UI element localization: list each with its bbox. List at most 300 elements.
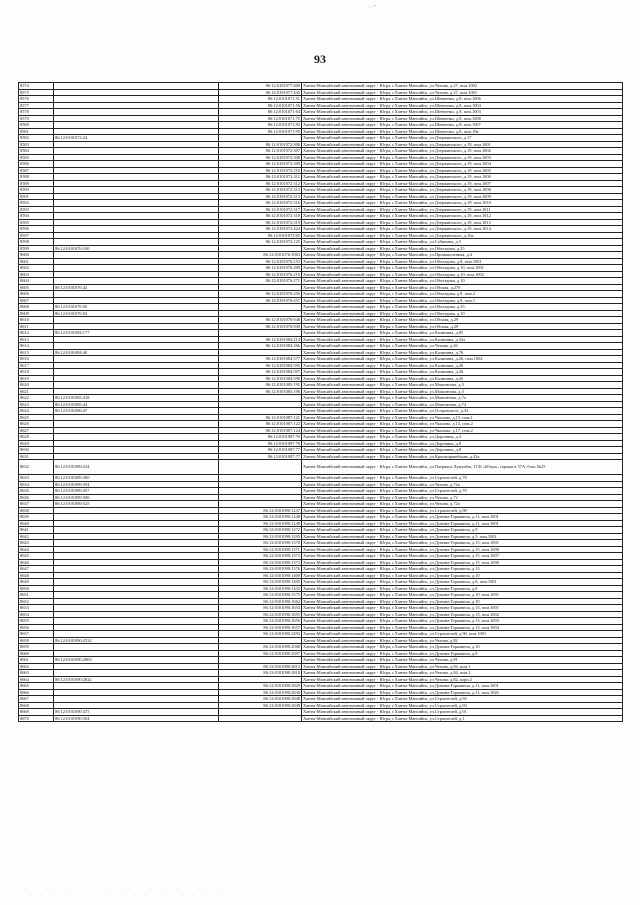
address-cell: Ханты-Мансийский автономный округ - Югра, г.Ханты-Мансийск, ул.Дзержинского, д.19, пом.1004 <box>302 161 623 168</box>
object-cadastral-number-cell: 86:12:0101076:209 <box>219 265 302 272</box>
address-cell: Ханты-Мансийский автономный округ - Югра, г.Ханты-Мансийск, ул.Дзержинского, д.19, пом.1008 <box>302 187 623 194</box>
object-cadastral-number-cell: 86:12:0101090:1295 <box>219 533 302 540</box>
row-number-cell: 8667 <box>19 696 54 703</box>
object-cadastral-number-cell: 86:12:0101072:306 <box>219 141 302 148</box>
address-cell: Ханты-Мансийский автономный округ - Югра, г.Ханты-Мансийск, ул.Дунина-Горкавича, д.15, пом.1001 <box>302 540 623 547</box>
object-cadastral-number-cell: 86:12:0101090:1370 <box>219 540 302 547</box>
address-cell: Ханты-Мансийский автономный округ - Югра, г.Ханты-Мансийск, ул.Патрикса Лумумбы, ГСК «Югра», гаражи в 57А, бокс №25 <box>302 460 623 475</box>
row-number-cell: 8583 <box>19 141 54 148</box>
row-number-cell: 8658 <box>19 637 54 644</box>
land-cadastral-number-cell: 86:12:0101086:47 <box>54 408 219 415</box>
address-cell: Ханты-Мансийский автономный округ - Югра, г.Ханты-Мансийск, ул.Дзержинского, д.19, пом.1010 <box>302 200 623 207</box>
object-cadastral-number-cell: 86:12:0101090:1248 <box>219 514 302 521</box>
object-cadastral-number-cell: 86:12:0101072:310 <box>219 167 302 174</box>
object-cadastral-number-cell: 86:12:0101090:1371 <box>219 546 302 553</box>
row-number-cell: 8646 <box>19 559 54 566</box>
address-cell: Ханты-Мансийский автономный округ - Югра, г.Ханты-Мансийск, ул.Строителей, д.90, пом.1001 <box>302 631 623 638</box>
row-number-cell: 8634 <box>19 481 54 488</box>
address-cell: Ханты-Мансийский автономный округ - Югра, г.Ханты-Мансийск, ул.Дзержинского, д.19, пом.1005 <box>302 167 623 174</box>
address-cell: Ханты-Мансийский автономный округ - Югра, г.Ханты-Мансийск, ул.Дзержинского, д.19, пом.1006 <box>302 174 623 181</box>
row-number-cell: 8632 <box>19 460 54 475</box>
address-cell: Ханты-Мансийский автономный округ - Югра, г.Ханты-Мансийск, ул.Строителей, д.70 <box>302 475 623 482</box>
address-cell: Ханты-Мансийский автономный округ - Югра, г.Ханты-Мансийск, ул.Шевченко, д.8, пом.19в <box>302 128 623 135</box>
table-row <box>19 715 623 722</box>
address-cell: Ханты-Мансийский автономный округ - Югра, г.Ханты-Мансийск, ул.Мамонтова, д.3 <box>302 388 623 395</box>
object-cadastral-number-cell: 86:12:0101087:121 <box>219 414 302 421</box>
object-cadastral-number-cell: 86:12:0101071:83 <box>219 122 302 129</box>
row-number-cell: 8645 <box>19 553 54 560</box>
row-number-cell: 8669 <box>19 709 54 716</box>
object-cadastral-number-cell: 86:12:0101090:2829 <box>219 683 302 690</box>
row-number-cell: 8614 <box>19 343 54 350</box>
address-cell: Ханты-Мансийский автономный округ - Югра, г.Ханты-Мансийск, ул.Чехова, д.26 <box>302 343 623 350</box>
row-number-cell: 8592 <box>19 200 54 207</box>
object-cadastral-number-cell: 86:12:0101090:2568 <box>219 644 302 651</box>
row-number-cell: 8644 <box>19 546 54 553</box>
row-number-cell: 8589 <box>19 180 54 187</box>
object-cadastral-number-cell: 86:12:0101084:214 <box>219 336 302 343</box>
address-cell: Ханты-Мансийский автономный округ - Югра, г.Ханты-Мансийск, ул.Дунина-Горкавича, д.11, пом.1026 <box>302 689 623 696</box>
object-cadastral-number-cell: 86:12:0101090:2597 <box>219 650 302 657</box>
address-cell: Ханты-Мансийский автономный округ - Югра, г.Ханты-Мансийск, ул.Дунина-Горкавича, д.10, пом.1001 <box>302 592 623 599</box>
object-cadastral-number-cell: 86:12:0101076:457 <box>219 297 302 304</box>
address-cell: Ханты-Мансийский автономный округ - Югра, г.Ханты-Мансийск, ул.Шевченко, д.8, пом.1004 <box>302 102 623 109</box>
object-cadastral-number-cell: 86:12:0101072:309 <box>219 161 302 168</box>
land-cadastral-number-cell: 86:12:0101076:100 <box>54 245 219 252</box>
row-number-cell: 8607 <box>19 297 54 304</box>
object-cadastral-number-cell: 86:12:0101087:124 <box>219 427 302 434</box>
address-cell: Ханты-Мансийский автономный округ - Югра, г.Ханты-Мансийск, ул.Дзержинского, д.16а <box>302 232 623 239</box>
address-cell: Ханты-Мансийский автономный округ - Югра, г.Ханты-Мансийск, ул.Строителей, д.91 <box>302 709 623 716</box>
row-number-cell: 8626 <box>19 421 54 428</box>
row-number-cell: 8665 <box>19 683 54 690</box>
object-cadastral-number-cell: 86:12:0101090:1655 <box>219 611 302 618</box>
address-cell: Ханты-Мансийский автономный округ - Югра, г.Ханты-Мансийск, ул.Чехова, д.27, пом.1001 <box>302 89 623 96</box>
object-cadastral-number-cell: 86:12:0101090:1432 <box>219 585 302 592</box>
row-number-cell: 8651 <box>19 592 54 599</box>
row-number-cell: 8576 <box>19 96 54 103</box>
object-cadastral-number-cell: 86:12:0101090:2830 <box>219 689 302 696</box>
row-number-cell: 8623 <box>19 401 54 408</box>
scan-artifact: · · · · · · · · · · · · · · · · · · · · · · · · <box>30 893 254 899</box>
object-cadastral-number-cell: 86:12:0101085:196 <box>219 388 302 395</box>
row-number-cell: 8670 <box>19 715 54 722</box>
row-number-cell: 8590 <box>19 187 54 194</box>
row-number-cell: 8633 <box>19 475 54 482</box>
address-cell: Ханты-Мансийский автономный округ - Югра, г.Ханты-Мансийск, ул.Дунина-Горкавича, д.13, пом.1002 <box>302 611 623 618</box>
row-number-cell: 8601 <box>19 258 54 265</box>
row-number-cell: 8602 <box>19 265 54 272</box>
row-number-cell: 8603 <box>19 271 54 278</box>
land-cadastral-number-cell: 86:12:0101084:40 <box>54 349 219 356</box>
row-number-cell: 8624 <box>19 408 54 415</box>
row-number-cell: 8613 <box>19 336 54 343</box>
address-cell: Ханты-Мансийский автономный округ - Югра, г.Ханты-Мансийск, ул.Чехова, д.81 <box>302 657 623 664</box>
object-cadastral-number-cell: 86:12:0101090:2848 <box>219 696 302 703</box>
address-cell: Ханты-Мансийский автономный округ - Югра, г.Ханты-Мансийск, ул.Дунина-Горкавича, д.13, пом.1004 <box>302 624 623 631</box>
page-number: 93 <box>314 52 326 66</box>
address-cell: Ханты-Мансийский автономный округ - Югра, г.Ханты-Мансийск, ул.Объездная, д.8, пом.2 <box>302 291 623 298</box>
object-cadastral-number-cell: 86:12:0101090:1656 <box>219 618 302 625</box>
address-cell: Ханты-Мансийский автономный округ - Югра, г.Ханты-Мансийск, ул.Промышленная, д.4 <box>302 252 623 259</box>
address-cell: Ханты-Мансийский автономный округ - Югра, г.Ханты-Мансийск, ул.Дунина-Горкавича, д.8 <box>302 650 623 657</box>
address-cell: Ханты-Мансийский автономный округ - Югра, г.Ханты-Мансийск, ул.Калинина, д.85 <box>302 330 623 337</box>
object-cadastral-number-cell: 86:12:0101072:313 <box>219 187 302 194</box>
address-cell: Ханты-Мансийский автономный округ - Югра, г.Ханты-Мансийск, ул.Чехова, д.27, пом.1002 <box>302 83 623 90</box>
row-number-cell: 8664 <box>19 676 54 683</box>
row-number-cell: 8610 <box>19 317 54 324</box>
object-cadastral-number-cell: 86:12:0101076:153 <box>219 258 302 265</box>
land-cadastral-number-cell: 86:12:0101090:2532 <box>54 637 219 644</box>
address-cell: Ханты-Мансийский автономный округ - Югра, г.Ханты-Мансийск, ул.Объездная, д.10, пом.1001 <box>302 265 623 272</box>
row-number-cell: 8586 <box>19 161 54 168</box>
row-number-cell: 8654 <box>19 611 54 618</box>
address-cell: Ханты-Мансийский автономный округ - Югра, г.Ханты-Мансийск, ул.Объездная, д.10, пом.1002 <box>302 271 623 278</box>
address-cell: Ханты-Мансийский автономный округ - Югра, г.Ханты-Мансийск, ул.Обская, д.27б <box>302 284 623 291</box>
row-number-cell: 8642 <box>19 533 54 540</box>
address-cell: Ханты-Мансийский автономный округ - Югра, г.Ханты-Мансийск, ул.Мамонтова, д.74 <box>302 401 623 408</box>
object-cadastral-number-cell: 86:12:0101072:424 <box>219 226 302 233</box>
address-cell: Ханты-Мансийский автономный округ - Югра, г.Ханты-Мансийск, ул.Дзержинского, д.19, пом.1009 <box>302 193 623 200</box>
address-cell: Ханты-Мансийский автономный округ - Югра, г.Ханты-Мансийск, ул.Строителей, д.1 <box>302 715 623 722</box>
address-cell: Ханты-Мансийский автономный округ - Югра, г.Ханты-Мансийск, ул.Шевченко, д.8, пом.1008 <box>302 115 623 122</box>
address-cell: Ханты-Мансийский автономный округ - Югра, г.Ханты-Мансийск, ул.Калинина, д.32а <box>302 336 623 343</box>
row-number-cell: 8643 <box>19 540 54 547</box>
address-cell: Ханты-Мансийский автономный округ - Югра, г.Ханты-Мансийск, ул.Дунина-Горкавича, д.13, пом.1003 <box>302 618 623 625</box>
land-cadastral-number-cell: 86:12:0101090:2803 <box>54 657 219 664</box>
address-cell: Ханты-Мансийский автономный округ - Югра, г.Ханты-Мансийск, ул.Дзержинского, д.19, пом.1011 <box>302 206 623 213</box>
land-cadastral-number-cell: 86:12:0101089:500 <box>54 494 219 501</box>
address-cell: Ханты-Мансийский автономный округ - Югра, г.Ханты-Мансийск, ул.Строителей, д.93 <box>302 702 623 709</box>
row-number-cell: 8594 <box>19 213 54 220</box>
address-cell: Ханты-Мансийский автономный округ - Югра, г.Ханты-Мансийск, ул.Дунина-Горкавича, д.10 <box>302 572 623 579</box>
row-number-cell: 8635 <box>19 488 54 495</box>
land-cadastral-number-cell: 86:12:0101090:504 <box>54 715 219 722</box>
row-number-cell: 8606 <box>19 291 54 298</box>
object-cadastral-number-cell: 86:12:0101072:315 <box>219 193 302 200</box>
address-cell: Ханты-Мансийский автономный округ - Югра, г.Ханты-Мансийск, ул.Шевченко, д.8, пом.1007 <box>302 122 623 129</box>
row-number-cell: 8620 <box>19 382 54 389</box>
address-cell: Ханты-Мансийский автономный округ - Югра, г.Ханты-Мансийск, ул.Чехова, д.84, пом.2 <box>302 670 623 677</box>
address-cell: Ханты-Мансийский автономный округ - Югра, г.Ханты-Мансийск, ул.Обская, д.29 <box>302 323 623 330</box>
row-number-cell: 8577 <box>19 102 54 109</box>
object-cadastral-number-cell: 86:12:0101084:595 <box>219 362 302 369</box>
row-number-cell: 8609 <box>19 310 54 317</box>
address-cell: Ханты-Мансийский автономный округ - Югра, г.Ханты-Мансийск, ул.Калинина, д.26 <box>302 375 623 382</box>
object-cadastral-number-cell: 86:12:0101090:2849 <box>219 702 302 709</box>
row-number-cell: 8595 <box>19 219 54 226</box>
object-cadastral-number-cell: 86:12:0101072:316 <box>219 200 302 207</box>
object-cadastral-number-cell: 86:12:0101090:1249 <box>219 520 302 527</box>
row-number-cell: 8666 <box>19 689 54 696</box>
address-cell: Ханты-Мансийский автономный округ - Югра, г.Ханты-Мансийск, ул.Объездная, д.10 <box>302 278 623 285</box>
row-number-cell: 8611 <box>19 323 54 330</box>
address-cell: Ханты-Мансийский автономный округ - Югра, г.Ханты-Мансийск, ул.Объездная, д.25 <box>302 304 623 311</box>
address-cell: Ханты-Мансийский автономный округ - Югра, г.Ханты-Мансийск, ул.Дзержинского, д.19, пом.1014 <box>302 226 623 233</box>
address-cell: Ханты-Мансийский автономный округ - Югра, г.Ханты-Мансийск, ул.Чкалова, д.15, пом.2 <box>302 421 623 428</box>
row-number-cell: 8627 <box>19 427 54 434</box>
address-cell: Ханты-Мансийский автономный округ - Югра, г.Ханты-Мансийск, ул.Доронина, д.3 <box>302 434 623 441</box>
object-cadastral-number-cell: 86:12:0101090:1373 <box>219 559 302 566</box>
object-cadastral-number-cell: 86:12:0101090:1662 <box>219 598 302 605</box>
land-cadastral-number-cell: 86:12:0101076:42 <box>54 284 219 291</box>
object-cadastral-number-cell: 86:12:0101087:122 <box>219 421 302 428</box>
object-cadastral-number-cell: 86:12:0101072:317 <box>219 206 302 213</box>
object-cadastral-number-cell: 86:12:0101087:77 <box>219 447 302 454</box>
object-cadastral-number-cell: 86:12:0101090:1400 <box>219 572 302 579</box>
land-cadastral-number-cell: 86:12:0101089:394 <box>54 481 219 488</box>
row-number-cell: 8648 <box>19 572 54 579</box>
object-cadastral-number-cell: 86:12:0101077:445 <box>219 89 302 96</box>
row-number-cell: 8657 <box>19 631 54 638</box>
address-cell: Ханты-Мансийский автономный округ - Югра, г.Ханты-Мансийск, ул.Дунина-Горкавича, д.15, пом.1006 <box>302 559 623 566</box>
row-number-cell: 8584 <box>19 148 54 155</box>
row-number-cell: 8625 <box>19 414 54 421</box>
row-number-cell: 8631 <box>19 453 54 460</box>
object-cadastral-number-cell: 86:12:0101087:76 <box>219 440 302 447</box>
row-number-cell: 8617 <box>19 362 54 369</box>
land-cadastral-number-cell: 86:12:0101084:177 <box>54 330 219 337</box>
object-cadastral-number-cell: 86:12:0101072:311 <box>219 174 302 181</box>
address-cell: Ханты-Мансийский автономный округ - Югра, г.Ханты-Мансийск, ул.Собянина, д.3 <box>302 239 623 246</box>
row-number-cell: 8638 <box>19 507 54 514</box>
land-cadastral-number-cell: 86:12:0101089:300 <box>54 475 219 482</box>
row-number-cell: 8597 <box>19 232 54 239</box>
object-cadastral-number-cell: 86:12:0101076:271 <box>219 278 302 285</box>
row-number-cell: 8580 <box>19 122 54 129</box>
row-number-cell: 8593 <box>19 206 54 213</box>
row-number-cell: 8653 <box>19 605 54 612</box>
object-cadastral-number-cell <box>219 715 302 722</box>
address-cell: Ханты-Мансийский автономный округ - Югра, г.Ханты-Мансийск, ул.Дунина-Горкавича, д.11, пом.1001 <box>302 520 623 527</box>
row-number-cell: 8655 <box>19 618 54 625</box>
address-cell: Ханты-Мансийский автономный округ - Югра, г.Ханты-Мансийск, ул.Мамонтова, д.7а <box>302 395 623 402</box>
object-cadastral-number-cell: 86:12:0101090:1657 <box>219 624 302 631</box>
object-cadastral-number-cell: 86:12:0101076:210 <box>219 271 302 278</box>
row-number-cell: 8656 <box>19 624 54 631</box>
address-cell: Ханты-Мансийский автономный округ - Югра, г.Ханты-Мансийск, ул.Дзержинского, д.19, пом.1001 <box>302 141 623 148</box>
address-cell: Ханты-Мансийский автономный округ - Югра, г.Ханты-Мансийск, ул.Дзержинского, д.19, пом.1003 <box>302 154 623 161</box>
row-number-cell: 8575 <box>19 89 54 96</box>
object-cadastral-number-cell: 86:12:0101072:308 <box>219 154 302 161</box>
address-cell: Ханты-Мансийский автономный округ - Югра, г.Ханты-Мансийск, ул.Мамонтова, д.3 <box>302 382 623 389</box>
address-cell: Ханты-Мансийский автономный округ - Югра, г.Ханты-Мансийск, ул.Дзержинского, д.19, пом.1007 <box>302 180 623 187</box>
address-cell: Ханты-Мансийский автономный округ - Югра, г.Ханты-Мансийск, ул.Чкалова, д.17, пом.2 <box>302 427 623 434</box>
address-cell: Ханты-Мансийский автономный округ - Югра, г.Ханты-Мансийск, ул.Шевченко, д.8, пом.1006 <box>302 96 623 103</box>
address-cell: Ханты-Мансийский автономный округ - Югра, г.Ханты-Мансийск, ул.Объездная, д.25 <box>302 245 623 252</box>
object-cadastral-number-cell: 86:12:0101072:125 <box>219 239 302 246</box>
row-number-cell: 8637 <box>19 501 54 508</box>
row-number-cell: 8659 <box>19 644 54 651</box>
address-cell: Ханты-Мансийский автономный округ - Югра, г.Ханты-Мансийск, ул.Дунина-Горкавича, д.10 <box>302 598 623 605</box>
address-cell: Ханты-Мансийский автономный округ - Югра, г.Ханты-Мансийск, ул.Красноармейская, д.42а <box>302 453 623 460</box>
object-cadastral-number-cell: 86:12:0101076:1063 <box>219 252 302 259</box>
address-cell: Ханты-Мансийский автономный округ - Югра, г.Ханты-Мансийск, ул.Дзержинского, д.19, пом.1002 <box>302 148 623 155</box>
address-cell: Ханты-Мансийский автономный округ - Югра, г.Ханты-Мансийск, ул.Чехова, д.82 <box>302 637 623 644</box>
row-number-cell: 8579 <box>19 115 54 122</box>
row-number-cell: 8616 <box>19 356 54 363</box>
row-number-cell: 8618 <box>19 369 54 376</box>
address-cell: Ханты-Мансийский автономный округ - Югра, г.Ханты-Мансийск, ул.Островского, д.32 <box>302 408 623 415</box>
address-cell: Ханты-Мансийский автономный округ - Югра, г.Ханты-Мансийск, ул.Дунина-Горкавича, д.8, пом.1001 <box>302 579 623 586</box>
row-number-cell: 8622 <box>19 395 54 402</box>
object-cadastral-number-cell: 86:12:0101087:70 <box>219 434 302 441</box>
address-cell: Ханты-Мансийский автономный округ - Югра, г.Ханты-Мансийск, ул.Дзержинского, д.19, пом.1013 <box>302 219 623 226</box>
row-number-cell: 8621 <box>19 388 54 395</box>
object-cadastral-number-cell: 86:12:0101071:51 <box>219 96 302 103</box>
land-cadastral-number-cell: 86:12:0101085:44 <box>54 401 219 408</box>
row-number-cell: 8588 <box>19 174 54 181</box>
row-number-cell: 8585 <box>19 154 54 161</box>
row-number-cell: 8630 <box>19 447 54 454</box>
object-cadastral-number-cell: 86:12:0101090:2813 <box>219 663 302 670</box>
object-cadastral-number-cell: 86:12:0101076:948 <box>219 317 302 324</box>
object-cadastral-number-cell: 86:12:0101090:1272 <box>219 527 302 534</box>
object-cadastral-number-cell: 86:12:0101084:577 <box>219 356 302 363</box>
object-cadastral-number-cell: 86:12:0101072:318 <box>219 213 302 220</box>
address-cell: Ханты-Мансийский автономный округ - Югра, г.Ханты-Мансийск, ул.Чехова, д.72а <box>302 481 623 488</box>
row-number-cell: 8668 <box>19 702 54 709</box>
address-cell: Ханты-Мансийский автономный округ - Югра, г.Ханты-Мансийск, ул.Дунина-Горкавича, д.9 <box>302 527 623 534</box>
land-cadastral-number-cell: 86:12:0101090:2822 <box>54 676 219 683</box>
row-number-cell: 8598 <box>19 239 54 246</box>
object-cadastral-number-cell: 86:12:0101084:597 <box>219 369 302 376</box>
address-cell: Ханты-Мансийский автономный округ - Югра, г.Ханты-Мансийск, ул.Доронина, д.8 <box>302 440 623 447</box>
object-cadastral-number-cell: 86:12:0101072:65 <box>219 232 302 239</box>
address-cell: Ханты-Мансийский автономный округ - Югра, г.Ханты-Мансийск, ул.Чехова, д.82, корп.2 <box>302 676 623 683</box>
object-cadastral-number-cell: 86:12:0101090:1405 <box>219 579 302 586</box>
address-cell: Ханты-Мансийский автономный округ - Югра, г.Ханты-Мансийск, ул.Обская, д.29 <box>302 317 623 324</box>
row-number-cell: 8605 <box>19 284 54 291</box>
land-cadastral-number-cell: 86:12:0101089:525 <box>54 501 219 508</box>
object-cadastral-number-cell: 86:12:0101076:456 <box>219 291 302 298</box>
address-cell: Ханты-Мансийский автономный округ - Югра, г.Ханты-Мансийск, ул.Строителей, д.70 <box>302 488 623 495</box>
row-number-cell: 8596 <box>19 226 54 233</box>
object-cadastral-number-cell: 86:12:0101071:95 <box>219 128 302 135</box>
land-cadastral-number-cell: 86:12:0101085:418 <box>54 395 219 402</box>
row-number-cell: 8662 <box>19 663 54 670</box>
address-cell: Ханты-Мансийский автономный округ - Югра, г.Ханты-Мансийск, ул.Дунина-Горкавича, д.15, пом.1008 <box>302 546 623 553</box>
row-number-cell: 8604 <box>19 278 54 285</box>
row-number-cell: 8652 <box>19 598 54 605</box>
row-number-cell: 8615 <box>19 349 54 356</box>
land-cadastral-number-cell: 86:12:0101089:234 <box>54 460 219 475</box>
row-number-cell: 8649 <box>19 579 54 586</box>
row-number-cell: 8663 <box>19 670 54 677</box>
registry-table <box>18 82 623 722</box>
object-cadastral-number-cell: 86:12:0101071:64 <box>219 109 302 116</box>
registry-table-body <box>19 83 623 722</box>
row-number-cell: 8661 <box>19 657 54 664</box>
object-cadastral-number-cell: 86:12:0101085:195 <box>219 382 302 389</box>
land-cadastral-number-cell: 86:12:0101076:92 <box>54 310 219 317</box>
address-cell: Ханты-Мансийский автономный округ - Югра, г.Ханты-Мансийск, ул.Объездная, д.10 <box>302 310 623 317</box>
address-cell: Ханты-Мансийский автономный округ - Югра, г.Ханты-Мансийск, ул.Чехова, д.72а <box>302 501 623 508</box>
address-cell: Ханты-Мансийский автономный округ - Югра, г.Ханты-Мансийск, ул.Калинина, д.26 <box>302 362 623 369</box>
address-cell: Ханты-Мансийский автономный округ - Югра, г.Ханты-Мансийск, ул.Чехова, д.72 <box>302 494 623 501</box>
object-cadastral-number-cell: 86:12:0101090:2293 <box>219 631 302 638</box>
object-cadastral-number-cell: 86:12:0101076:949 <box>219 323 302 330</box>
address-cell: Ханты-Мансийский автономный округ - Югра, г.Ханты-Мансийск, ул.Шевченко, д.8, пом.1003 <box>302 109 623 116</box>
address-cell: Ханты-Мансийский автономный округ - Югра, г.Ханты-Мансийск, ул.Дунина-Горкавича, д.15, пом.1007 <box>302 553 623 560</box>
row-number-cell: 8628 <box>19 434 54 441</box>
land-cadastral-number-cell: 86:12:0101076:50 <box>54 304 219 311</box>
row-number-cell: 8600 <box>19 252 54 259</box>
row-number-cell: 8639 <box>19 514 54 521</box>
table-row <box>19 460 623 475</box>
row-number-cell: 8641 <box>19 527 54 534</box>
row-number-cell: 8647 <box>19 566 54 573</box>
address-cell: Ханты-Мансийский автономный округ - Югра, г.Ханты-Мансийск, ул.Доронина, д.8 <box>302 447 623 454</box>
address-cell: Ханты-Мансийский автономный округ - Югра, г.Ханты-Мансийск, ул.Дунина-Горкавича, д.6 <box>302 585 623 592</box>
object-cadastral-number-cell: 86:12:0101072:319 <box>219 219 302 226</box>
row-number-cell: 8591 <box>19 193 54 200</box>
address-cell: Ханты-Мансийский автономный округ - Югра, г.Ханты-Мансийск, ул.Дунина-Горкавича, д.11, пом.1001 <box>302 683 623 690</box>
address-cell: Ханты-Мансийский автономный округ - Югра, г.Ханты-Мансийск, ул.Калинина, д.26 <box>302 369 623 376</box>
object-cadastral-number-cell: 86:12:0101084:266 <box>219 343 302 350</box>
object-cadastral-number-cell: 86:12:0101090:1372 <box>219 553 302 560</box>
object-cadastral-number-cell: 86:12:0101077:400 <box>219 83 302 90</box>
address-cell: Ханты-Мансийский автономный округ - Югра, г.Ханты-Мансийск, ул.Калинина, д.76 <box>302 349 623 356</box>
object-cadastral-number-cell: 86:12:0101090:1376 <box>219 566 302 573</box>
land-cadastral-number-cell: 86:12:0101089:457 <box>54 488 219 495</box>
scan-mark: ˑ ˑ˜ <box>368 4 376 12</box>
row-number-cell: 8582 <box>19 135 54 142</box>
row-number-cell: 8574 <box>19 83 54 90</box>
object-cadastral-number-cell: 86:12:0101090:1654 <box>219 605 302 612</box>
row-number-cell: 8587 <box>19 167 54 174</box>
row-number-cell: 8660 <box>19 650 54 657</box>
object-cadastral-number-cell <box>219 460 302 475</box>
land-cadastral-number-cell: 86:12:0101090:475 <box>54 709 219 716</box>
object-cadastral-number-cell: 86:12:0101090:1237 <box>219 507 302 514</box>
row-number-cell: 8629 <box>19 440 54 447</box>
object-cadastral-number-cell: 86:12:0101072:312 <box>219 180 302 187</box>
address-cell: Ханты-Мансийский автономный округ - Югра, г.Ханты-Мансийск, ул.Калинина, д.26, пом.1002 <box>302 356 623 363</box>
row-number-cell: 8636 <box>19 494 54 501</box>
row-number-cell: 8608 <box>19 304 54 311</box>
address-cell: Ханты-Мансийский автономный округ - Югра, г.Ханты-Мансийск, ул.Дунина-Горкавича, д.13, пом.1001 <box>302 605 623 612</box>
object-cadastral-number-cell: 86:12:0101072:307 <box>219 148 302 155</box>
object-cadastral-number-cell: 86:12:0101090:2818 <box>219 670 302 677</box>
object-cadastral-number-cell: 86:12:0101087:77 <box>219 453 302 460</box>
object-cadastral-number-cell: 86:12:0101071:75 <box>219 115 302 122</box>
object-cadastral-number-cell: 86:12:0101090:1575 <box>219 592 302 599</box>
address-cell: Ханты-Мансийский автономный округ - Югра, г.Ханты-Мансийск, ул.Чкалова, д.15, пом.1 <box>302 414 623 421</box>
address-cell: Ханты-Мансийский автономный округ - Югра, г.Ханты-Мансийск, ул.Дзержинского, д.17 <box>302 135 623 142</box>
address-cell: Ханты-Мансийский автономный округ - Югра, г.Ханты-Мансийск, ул.Дзержинского, д.19, пом.1012 <box>302 213 623 220</box>
address-cell: Ханты-Мансийский автономный округ - Югра, г.Ханты-Мансийск, ул.Строителей, д.90 <box>302 507 623 514</box>
row-number-cell: 8640 <box>19 520 54 527</box>
land-cadastral-number-cell: 86:12:0101072:24 <box>54 135 219 142</box>
row-number-cell: 8612 <box>19 330 54 337</box>
address-cell: Ханты-Мансийский автономный округ - Югра, г.Ханты-Мансийск, ул.Дунина-Горкавича, д.10 <box>302 644 623 651</box>
row-number-cell: 8619 <box>19 375 54 382</box>
address-cell: Ханты-Мансийский автономный округ - Югра, г.Ханты-Мансийск, ул.Дунина-Горкавича, д.5, пом.1001 <box>302 533 623 540</box>
address-cell: Ханты-Мансийский автономный округ - Югра, г.Ханты-Мансийск, ул.Объездная, д.8, пом.1001 <box>302 258 623 265</box>
row-number-cell: 8650 <box>19 585 54 592</box>
object-cadastral-number-cell: 86:12:0101084:596 <box>219 375 302 382</box>
address-cell: Ханты-Мансийский автономный округ - Югра, г.Ханты-Мансийск, ул.Дунина-Горкавича, д.11, пом.1001 <box>302 514 623 521</box>
row-number-cell: 8581 <box>19 128 54 135</box>
address-cell: Ханты-Мансийский автономный округ - Югра, г.Ханты-Мансийск, ул.Дунина-Горкавича, д.13 <box>302 566 623 573</box>
object-cadastral-number-cell: 86:12:0101071:56 <box>219 102 302 109</box>
row-number-cell: 8599 <box>19 245 54 252</box>
address-cell: Ханты-Мансийский автономный округ - Югра, г.Ханты-Мансийск, ул.Чехова, д.84, пом.1 <box>302 663 623 670</box>
row-number-cell: 8578 <box>19 109 54 116</box>
address-cell: Ханты-Мансийский автономный округ - Югра, г.Ханты-Мансийск, ул.Строителей, д.93 <box>302 696 623 703</box>
address-cell: Ханты-Мансийский автономный округ - Югра, г.Ханты-Мансийск, ул.Объездная, д.8, пом.1 <box>302 297 623 304</box>
